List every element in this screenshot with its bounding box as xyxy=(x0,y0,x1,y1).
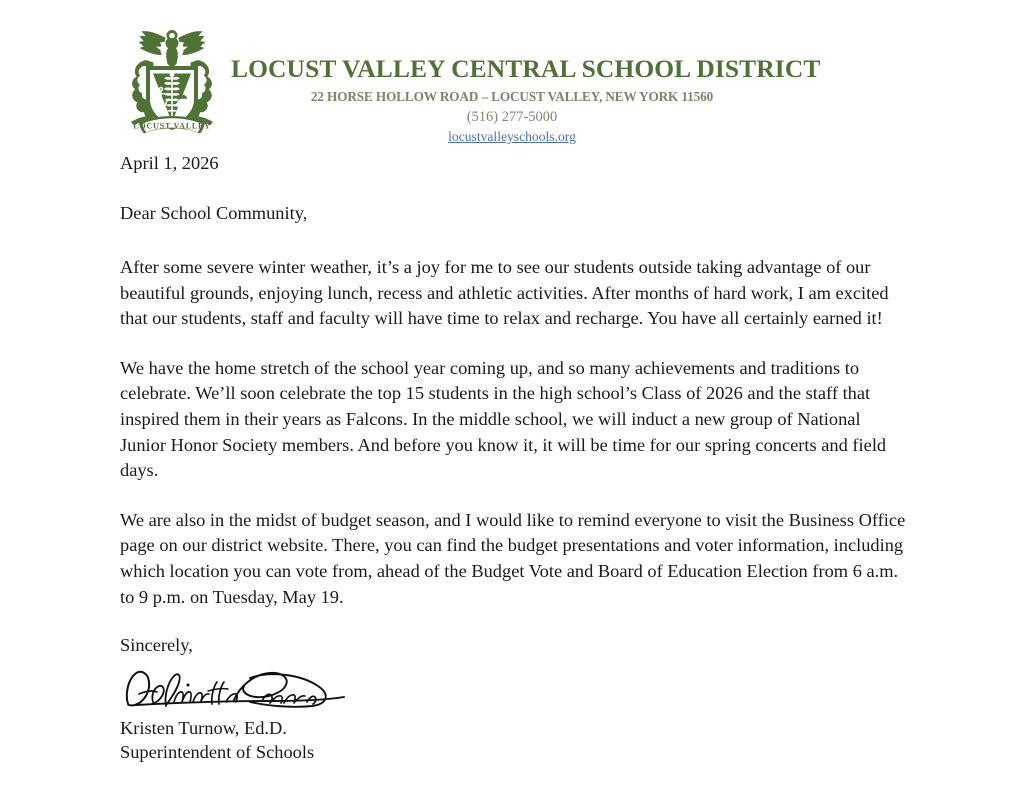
school-crest-logo xyxy=(113,22,231,150)
letter-paragraph-2: We have the home stretch of the school year coming up, and so many achievements and traditions to celebrate. We’ll soon celebrate the top 15 students in the high school’s Class of 2026 and the staff that inspired them in their years as Falcons. In the middle school, we will induct a new group of National Junior Honor Society members. And before you know it, it will be time for our spring concerts and field days. xyxy=(120,357,887,481)
letterhead xyxy=(0,0,1024,150)
district-name: LOCUST VALLEY CENTRAL SCHOOL DISTRICT xyxy=(231,54,821,83)
svg-text:LOCUST VALLEY: LOCUST VALLEY xyxy=(133,121,211,131)
letter-paragraph-3: We are also in the midst of budget season, and I would like to remind everyone to visit the Business Office page on our district website. There, you can find the budget presentations and voter information, including which location you can vote from, ahead of the Budget Vote and Board of Education Election from 6 a.m. to 9 p.m. on Tuesday, May 19. xyxy=(120,509,906,607)
letter-paragraph-1: After some severe winter weather, it’s a joy for me to see our students outside taking advantage of our beautiful grounds, enjoying lunch, recess and athletic activities. After months of hard work, I am excited that our students, staff and faculty will have time to relax and recharge. You have all certainly earned it! xyxy=(120,257,889,329)
letter-closing: Sincerely, xyxy=(120,635,193,656)
handwritten-signature xyxy=(122,664,352,716)
letter-date: April 1, 2026 xyxy=(120,153,219,173)
signer-title: Superintendent of Schools xyxy=(120,741,315,762)
district-website-link[interactable]: locustvalleyschools.org xyxy=(448,129,576,145)
district-address: 22 HORSE HOLLOW ROAD – LOCUST VALLEY, NEW YORK 11560 xyxy=(310,88,714,104)
district-phone: (516) 277-5000 xyxy=(466,108,558,125)
signer-name: Kristen Turnow, Ed.D. xyxy=(120,717,287,738)
letter-body xyxy=(120,152,910,764)
masthead xyxy=(231,54,821,146)
letter-salutation: Dear School Community, xyxy=(120,202,308,223)
